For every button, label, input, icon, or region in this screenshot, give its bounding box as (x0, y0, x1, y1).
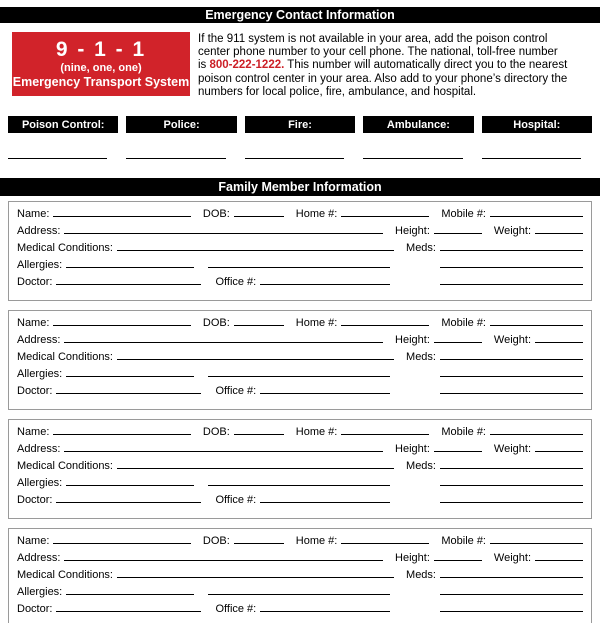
intro-text-segment: If the 911 system is not available in your area, add the poison control (198, 33, 548, 45)
name-label: Name: (17, 208, 50, 221)
emergency-number: 9 - 1 - 1 (55, 38, 147, 61)
doctor-row (17, 385, 583, 402)
name-label: Name: (17, 317, 50, 330)
weight-writein-line (535, 230, 583, 234)
doctor-row (17, 276, 583, 293)
height-label: Height: (395, 334, 430, 347)
mobile-phone-label: Mobile #: (441, 535, 486, 548)
doctor-label: Doctor: (17, 276, 53, 289)
intro-text-segment: numbers for local police, fire, ambulance, and hospital. (198, 85, 477, 98)
medical-conditions-label: Medical Conditions: (17, 242, 113, 255)
medical-row (17, 242, 583, 259)
section-header-emergency (0, 7, 600, 23)
family-member-block-1 (8, 201, 592, 301)
address-label: Address: (17, 334, 61, 347)
mobile-phone-writein-line (490, 322, 583, 326)
name-label: Name: (17, 426, 50, 439)
address-row (17, 552, 583, 569)
mobile-phone-writein-line (490, 431, 583, 435)
allergies-writein-line (66, 591, 194, 595)
allergies-row (17, 586, 583, 603)
allergies-label: Allergies: (17, 477, 63, 490)
dob-label: DOB: (202, 535, 230, 548)
allergies-writein-line (66, 482, 194, 486)
height-label: Height: (395, 225, 430, 238)
address-row (17, 443, 583, 460)
weight-label: Weight: (493, 225, 531, 238)
medical-conditions-writein-line (117, 356, 394, 360)
dob-writein-line (234, 213, 284, 217)
office-phone-label: Office #: (215, 603, 257, 616)
home-phone-label: Home #: (295, 208, 338, 221)
meds-continuation-line (440, 390, 583, 394)
doctor-row (17, 494, 583, 511)
name-label: Name: (17, 535, 50, 548)
home-phone-label: Home #: (295, 535, 338, 548)
meds-continuation-line (440, 499, 583, 503)
dob-writein-line (234, 322, 284, 326)
meds-label: Meds: (406, 351, 436, 364)
office-phone-writein-line (260, 281, 390, 285)
allergies-continuation-line (208, 482, 390, 486)
intro-line (198, 86, 590, 99)
allergies-row (17, 259, 583, 276)
doctor-row (17, 603, 583, 620)
address-row (17, 225, 583, 242)
meds-continuation-line (440, 281, 583, 285)
poison-control-phone-number: 800-222-1222. (209, 59, 285, 72)
allergies-label: Allergies: (17, 586, 63, 599)
emergency-transport-label: Emergency Transport System (12, 75, 190, 89)
name-writein-line (53, 322, 190, 326)
doctor-label: Doctor: (17, 603, 53, 616)
intro-line (198, 46, 590, 59)
home-phone-label: Home #: (295, 426, 338, 439)
address-writein-line (64, 557, 383, 561)
dob-label: DOB: (202, 208, 230, 221)
section-header-family (0, 178, 600, 196)
height-label: Height: (395, 443, 430, 456)
allergies-continuation-line (208, 373, 390, 377)
medical-conditions-writein-line (117, 465, 394, 469)
intro-line (198, 73, 590, 86)
allergies-label: Allergies: (17, 259, 63, 272)
contact-label-ambulance: Ambulance: (363, 116, 473, 133)
intro-text-segment: This number will automatically direct you to the nearest (284, 59, 568, 72)
home-phone-writein-line (341, 540, 429, 544)
home-phone-writein-line (341, 431, 429, 435)
weight-label: Weight: (493, 552, 531, 565)
mobile-phone-writein-line (490, 540, 583, 544)
height-writein-line (434, 557, 482, 561)
weight-writein-line (535, 557, 583, 561)
medical-conditions-label: Medical Conditions: (17, 569, 113, 582)
name-row (17, 317, 583, 334)
meds-writein-line (440, 356, 583, 360)
hospital-writein-line (482, 158, 581, 159)
office-phone-writein-line (260, 499, 390, 503)
dob-writein-line (234, 431, 284, 435)
allergies-row (17, 368, 583, 385)
medical-row (17, 569, 583, 586)
allergies-row (17, 477, 583, 494)
height-writein-line (434, 339, 482, 343)
contact-label-hospital: Hospital: (482, 116, 592, 133)
emergency-number-pronunciation: (nine, one, one) (60, 62, 142, 74)
office-phone-writein-line (260, 390, 390, 394)
fire-writein-line (245, 158, 344, 159)
office-phone-label: Office #: (215, 385, 257, 398)
meds-continuation-line (440, 373, 583, 377)
address-label: Address: (17, 552, 61, 565)
address-label: Address: (17, 225, 61, 238)
meds-writein-line (440, 465, 583, 469)
meds-label: Meds: (406, 242, 436, 255)
meds-label: Meds: (406, 569, 436, 582)
office-phone-writein-line (260, 608, 390, 612)
height-writein-line (434, 230, 482, 234)
allergies-continuation-line (208, 591, 390, 595)
name-row (17, 535, 583, 552)
name-row (17, 426, 583, 443)
doctor-label: Doctor: (17, 385, 53, 398)
name-writein-line (53, 431, 190, 435)
meds-writein-line (440, 247, 583, 251)
police-writein-line (126, 158, 225, 159)
contact-writein-row (8, 158, 592, 159)
allergies-writein-line (66, 373, 194, 377)
home-phone-writein-line (341, 213, 429, 217)
contact-label-fire: Fire: (245, 116, 355, 133)
allergies-writein-line (66, 264, 194, 268)
home-phone-writein-line (341, 322, 429, 326)
weight-label: Weight: (493, 443, 531, 456)
name-writein-line (53, 213, 190, 217)
medical-conditions-label: Medical Conditions: (17, 351, 113, 364)
weight-writein-line (535, 448, 583, 452)
intro-section (0, 23, 600, 99)
address-row (17, 334, 583, 351)
intro-text-segment: center phone number to your cell phone. The national, toll-free number (198, 46, 558, 59)
medical-conditions-label: Medical Conditions: (17, 460, 113, 473)
mobile-phone-writein-line (490, 213, 583, 217)
doctor-writein-line (56, 608, 201, 612)
meds-label: Meds: (406, 460, 436, 473)
doctor-label: Doctor: (17, 494, 53, 507)
intro-paragraph (198, 32, 590, 99)
address-writein-line (64, 448, 383, 452)
office-phone-label: Office #: (215, 494, 257, 507)
intro-text-segment: poison control center in your area. Also add to your phone’s directory the (198, 72, 568, 85)
poison-control-writein-line (8, 158, 107, 159)
meds-continuation-line (440, 608, 583, 612)
mobile-phone-label: Mobile #: (441, 208, 486, 221)
emergency-911-box (12, 32, 190, 96)
contact-label-poison-control: Poison Control: (8, 116, 118, 133)
home-phone-label: Home #: (295, 317, 338, 330)
family-member-block-3 (8, 419, 592, 519)
allergies-label: Allergies: (17, 368, 63, 381)
office-phone-label: Office #: (215, 276, 257, 289)
meds-continuation-line (440, 591, 583, 595)
medical-row (17, 351, 583, 368)
address-writein-line (64, 339, 383, 343)
doctor-writein-line (56, 281, 201, 285)
meds-continuation-line (440, 264, 583, 268)
dob-label: DOB: (202, 317, 230, 330)
intro-line (198, 59, 590, 72)
weight-writein-line (535, 339, 583, 343)
dob-label: DOB: (202, 426, 230, 439)
name-row (17, 208, 583, 225)
meds-writein-line (440, 574, 583, 578)
mobile-phone-label: Mobile #: (441, 317, 486, 330)
family-member-block-2 (8, 310, 592, 410)
contact-label-police: Police: (126, 116, 236, 133)
intro-line (198, 33, 590, 46)
contact-labels-row (8, 116, 592, 133)
mobile-phone-label: Mobile #: (441, 426, 486, 439)
intro-text-segment: is (198, 59, 210, 72)
family-section-title: Family Member Information (218, 180, 382, 195)
emergency-section-title: Emergency Contact Information (205, 8, 395, 22)
address-label: Address: (17, 443, 61, 456)
medical-conditions-writein-line (117, 247, 394, 251)
family-member-block-4 (8, 528, 592, 623)
medical-row (17, 460, 583, 477)
weight-label: Weight: (493, 334, 531, 347)
dob-writein-line (234, 540, 284, 544)
height-label: Height: (395, 552, 430, 565)
meds-continuation-line (440, 482, 583, 486)
ambulance-writein-line (363, 158, 462, 159)
doctor-writein-line (56, 390, 201, 394)
name-writein-line (53, 540, 190, 544)
address-writein-line (64, 230, 383, 234)
doctor-writein-line (56, 499, 201, 503)
medical-conditions-writein-line (117, 574, 394, 578)
height-writein-line (434, 448, 482, 452)
allergies-continuation-line (208, 264, 390, 268)
